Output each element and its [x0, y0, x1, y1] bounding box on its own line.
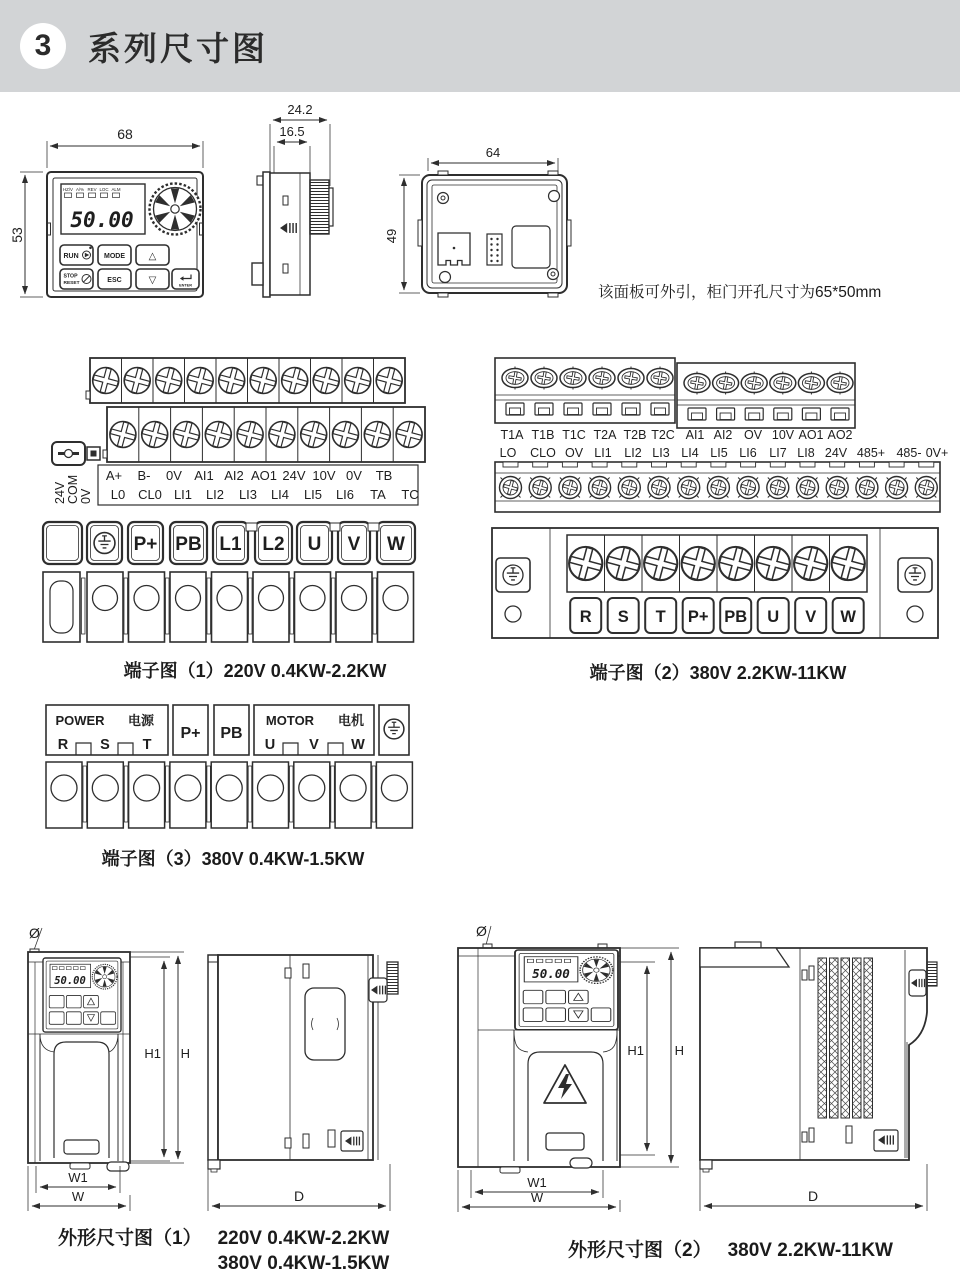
connector-block: [252, 263, 263, 285]
vent-grille: [818, 958, 873, 1118]
mini-display: 50.00: [532, 966, 570, 981]
led-label: LOC: [99, 187, 109, 192]
svg-text:10V: 10V: [771, 428, 795, 442]
svg-text:LI3: LI3: [652, 446, 670, 460]
potentiometer-knob-icon: [150, 184, 201, 235]
esc-button-label: ESC: [107, 277, 122, 284]
outline-1-caption-title: 外形尺寸图（1）: [58, 1228, 202, 1249]
knob-side-icon: [387, 962, 398, 994]
power-group-box: [46, 705, 168, 755]
option-port-cover: [305, 988, 345, 1060]
svg-text:V: V: [309, 737, 319, 753]
svg-text:W: W: [351, 737, 365, 753]
pin-header: [487, 234, 502, 265]
svg-text:T2A: T2A: [593, 428, 617, 442]
svg-text:AI1: AI1: [194, 468, 214, 483]
knob-side-icon: [927, 962, 937, 986]
svg-text:T: T: [142, 737, 152, 753]
rj45-port: [438, 233, 470, 265]
svg-text:PB: PB: [724, 608, 748, 626]
outline-1-spec-2: 380V 0.4KW-1.5KW: [217, 1253, 390, 1274]
outline-2-spec-1: 380V 2.2KW-11KW: [727, 1240, 893, 1261]
terminal-blocks: [46, 762, 412, 828]
svg-text:LI5: LI5: [303, 487, 323, 502]
svg-text:V: V: [347, 534, 361, 555]
terminal-diagram-2-caption: 端子图（2）380V 2.2KW-11KW: [589, 663, 847, 683]
svg-text:T1C: T1C: [562, 428, 586, 442]
svg-text:P+: P+: [687, 608, 709, 626]
jumper-block: [52, 442, 100, 465]
svg-text:PB: PB: [175, 534, 202, 555]
svg-text:U: U: [767, 608, 780, 626]
svg-text:LI5: LI5: [710, 446, 728, 460]
svg-text:T2B: T2B: [623, 428, 647, 442]
control-terminal-block-right: [677, 363, 855, 428]
svg-text:T1A: T1A: [500, 428, 524, 442]
mini-keypad: [515, 950, 618, 1030]
svg-text:W: W: [387, 534, 405, 555]
ground-icon: [384, 719, 404, 739]
control-label-row-2: [500, 446, 949, 460]
dim-label-back-height: 49: [384, 228, 399, 244]
svg-text:LI4: LI4: [681, 446, 699, 460]
run-button-label: RUN: [63, 253, 79, 260]
led-label: A/%: [75, 187, 85, 192]
dim-label-d: D: [293, 1188, 305, 1204]
svg-text:LI3: LI3: [238, 487, 258, 502]
svg-text:S: S: [100, 737, 110, 753]
dim-label-h: H: [674, 1043, 684, 1058]
outline-1-spec-1: 220V 0.4KW-2.2KW: [217, 1228, 390, 1249]
svg-text:L0: L0: [110, 487, 126, 502]
dim-label-h: H: [180, 1046, 190, 1061]
svg-text:POWER: POWER: [55, 713, 105, 728]
control-label-row-1: [501, 428, 853, 442]
jumper-label: 0V: [79, 488, 93, 504]
svg-text:AI1: AI1: [685, 428, 705, 442]
svg-text:24V: 24V: [282, 468, 306, 483]
svg-text:R: R: [579, 608, 592, 626]
svg-text:TB: TB: [375, 468, 393, 483]
outline-2-side-drawing: [688, 918, 960, 1218]
screw-callout: Ø: [29, 925, 40, 941]
svg-text:24V: 24V: [824, 446, 848, 460]
frequency-display: 50.00: [70, 208, 134, 232]
dim-label-h1: H1: [144, 1046, 161, 1061]
jumper-label: 24V: [53, 481, 67, 504]
section-header: [0, 0, 960, 92]
terminal-diagram-1-caption: 端子图（1）220V 0.4KW-2.2KW: [123, 661, 387, 681]
keypad-back-drawing: [384, 118, 590, 308]
dc-terminal-label: PB: [220, 725, 243, 742]
ground-icon: [94, 533, 115, 554]
mode-button-label: MODE: [104, 253, 125, 260]
dim-label-h1: H1: [627, 1043, 644, 1058]
nameplate: [64, 1140, 99, 1154]
panel-note: 该面板可外引，柜门开孔尺寸为65*50mm: [598, 284, 882, 301]
screw-callout: Ø: [476, 923, 487, 939]
svg-text:CLO: CLO: [530, 446, 556, 460]
svg-text:W: W: [840, 608, 856, 626]
svg-text:TA: TA: [370, 487, 386, 502]
outline-2-caption: [568, 1238, 893, 1263]
dim-label-depth-body: 16.5: [279, 124, 305, 139]
outline-1-side-drawing: [200, 918, 410, 1218]
svg-text:485-: 485-: [896, 446, 922, 460]
dim-label-width: 68: [117, 126, 133, 142]
dim-label-w: W: [530, 1190, 544, 1205]
svg-text:0V: 0V: [166, 468, 182, 483]
power-terminal-blocks: [43, 572, 414, 642]
outline-2-front-drawing: [448, 918, 688, 1218]
svg-text:电机: 电机: [337, 713, 365, 728]
knob-side-icon: [310, 180, 329, 234]
svg-text:LI1: LI1: [594, 446, 612, 460]
dim-label-w1: W1: [527, 1175, 547, 1190]
terminal-diagram-2-drawing: [488, 353, 956, 655]
svg-text:R: R: [57, 737, 69, 753]
dim-label-back-width: 64: [485, 145, 501, 160]
svg-text:AO1: AO1: [250, 468, 278, 483]
svg-text:MOTOR: MOTOR: [265, 713, 315, 728]
power-terminal-block: [492, 528, 938, 638]
reset-label: RESET: [63, 281, 80, 286]
terminal-diagram-3-drawing: [33, 698, 433, 848]
outline-1-caption: [58, 1226, 389, 1276]
rear-cutout: [512, 226, 550, 268]
svg-text:LI8: LI8: [797, 446, 815, 460]
led-label: REV: [87, 187, 97, 192]
enter-button-label: ENTER: [179, 283, 192, 288]
terminal-diagram-3-caption: 端子图（3）380V 0.4KW-1.5KW: [101, 849, 365, 869]
screw-strip: [495, 462, 940, 512]
dim-label-w: W: [71, 1189, 85, 1204]
svg-text:S: S: [617, 608, 629, 626]
control-terminal-rows: [86, 358, 425, 462]
dc-terminal-label: P+: [180, 725, 201, 742]
keypad-side-drawing: [240, 100, 345, 310]
dim-label-depth-total: 24.2: [287, 102, 313, 117]
up-arrow-icon: △: [148, 251, 157, 262]
svg-text:AI2: AI2: [224, 468, 244, 483]
motor-group-box: [254, 705, 374, 755]
svg-text:LI7: LI7: [769, 446, 787, 460]
led-label: ALM: [111, 187, 121, 192]
keypad-front-drawing: [9, 108, 220, 308]
svg-text:0V: 0V: [346, 468, 362, 483]
svg-text:10V: 10V: [312, 468, 336, 483]
mini-display: 50.00: [54, 975, 86, 987]
down-arrow-icon: ▽: [148, 275, 157, 286]
svg-text:LI2: LI2: [205, 487, 225, 502]
svg-text:CL0: CL0: [138, 487, 162, 502]
svg-text:LI6: LI6: [739, 446, 757, 460]
svg-text:电源: 电源: [127, 713, 155, 728]
svg-text:U: U: [264, 737, 276, 753]
svg-text:LI4: LI4: [270, 487, 290, 502]
jumper-label: COM: [66, 474, 80, 504]
svg-text:TC: TC: [401, 487, 419, 502]
led-label: HZ/V: [62, 187, 74, 192]
svg-text:T: T: [655, 608, 666, 626]
svg-text:LI2: LI2: [624, 446, 642, 460]
svg-text:AI2: AI2: [713, 428, 733, 442]
page-title: 系列尺寸图: [88, 29, 268, 67]
outline-2-caption-title: 外形尺寸图（2）: [568, 1240, 712, 1261]
svg-text:V: V: [805, 608, 817, 626]
dim-label-w1: W1: [68, 1170, 88, 1185]
svg-text:A+: A+: [105, 468, 123, 483]
svg-text:T1B: T1B: [531, 428, 555, 442]
dim-label-height: 53: [9, 227, 25, 243]
svg-text:LO: LO: [499, 446, 517, 460]
svg-text:P+: P+: [133, 534, 158, 555]
outline-1-front-drawing: [12, 918, 232, 1218]
stop-label: STOP: [63, 273, 78, 280]
terminal-diagram-1-drawing: [40, 353, 440, 655]
svg-text:OV: OV: [743, 428, 763, 442]
nameplate: [546, 1133, 584, 1150]
control-terminal-block-left: [495, 358, 675, 423]
fan-cover: [700, 948, 789, 967]
svg-text:485+: 485+: [856, 446, 886, 460]
svg-text:L1: L1: [219, 534, 242, 555]
section-number-badge: 3: [20, 23, 66, 69]
svg-text:LI6: LI6: [335, 487, 355, 502]
svg-text:0V+: 0V+: [925, 446, 949, 460]
svg-text:AO1: AO1: [798, 428, 824, 442]
svg-text:LI1: LI1: [173, 487, 193, 502]
svg-text:B-: B-: [137, 468, 151, 483]
svg-text:AO2: AO2: [827, 428, 853, 442]
power-terminal-labels: [43, 522, 415, 564]
svg-text:U: U: [307, 534, 322, 555]
svg-text:OV: OV: [564, 446, 584, 460]
dim-label-d: D: [807, 1188, 819, 1204]
svg-text:L2: L2: [262, 534, 285, 555]
mini-keypad: [43, 958, 121, 1032]
svg-text:T2C: T2C: [651, 428, 675, 442]
